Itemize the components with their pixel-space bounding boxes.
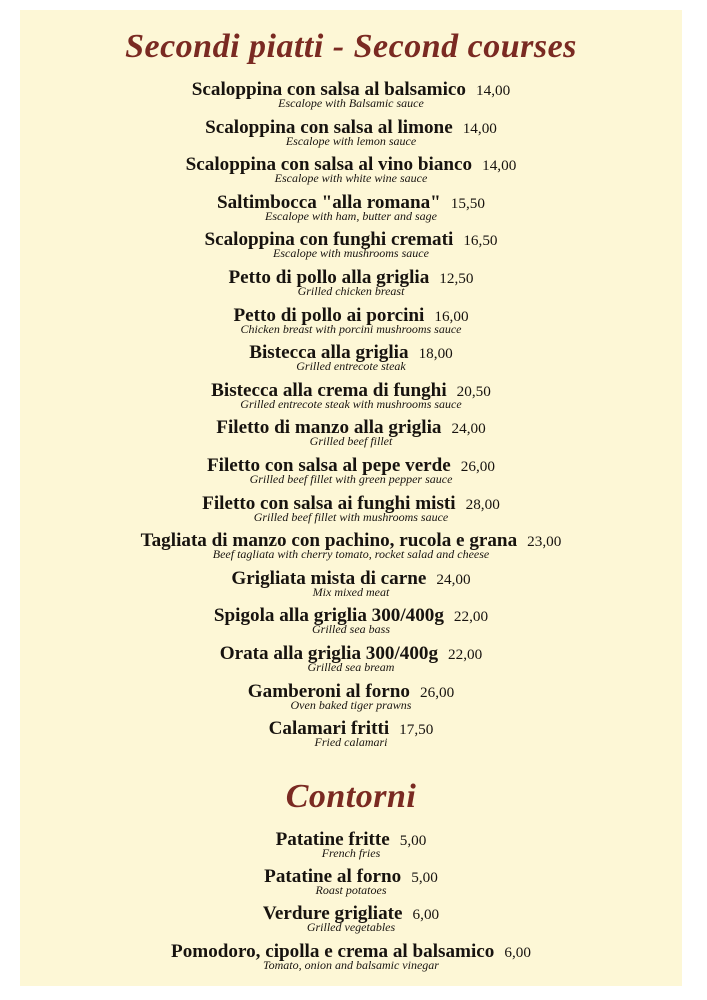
dish-name: Spigola alla griglia 300/400g: [213, 605, 444, 627]
dish-name: Filetto con salsa al pepe verde: [206, 454, 451, 476]
dish-name: Bistecca alla crema di funghi: [211, 379, 447, 401]
dish-item: [20, 416, 682, 454]
dish-item: [20, 717, 682, 755]
dish-description: Grilled beef fillet with mushrooms sauce: [253, 509, 449, 524]
dish-description: Grilled sea bass: [312, 622, 390, 637]
dish-description: Grilled entrecote steak with mushrooms sauce: [240, 396, 462, 411]
dish-item: [20, 153, 682, 191]
section-title-secondi: Secondi piatti - Second courses: [125, 28, 577, 65]
dish-item: [20, 379, 682, 417]
dish-item: [20, 78, 682, 116]
dish-description: Grilled beef fillet with green pepper sauce: [249, 471, 453, 486]
dish-name: Scaloppina con salsa al vino bianco: [185, 154, 473, 176]
dish-price: 23,00: [527, 533, 562, 551]
dish-name: Petto di pollo ai porcini: [233, 304, 425, 326]
dish-description: Roast potatoes: [315, 883, 387, 898]
dish-price: 5,00: [399, 832, 427, 849]
dish-name: Orata alla griglia 300/400g: [219, 642, 439, 664]
dish-item: [20, 865, 682, 902]
dish-description: Grilled chicken breast: [297, 283, 405, 298]
dish-description: Grilled sea bream: [307, 659, 395, 674]
dish-description: Grilled vegetables: [306, 920, 396, 935]
dish-item: [20, 902, 682, 939]
dish-item: [20, 642, 682, 680]
dish-price: 24,00: [436, 570, 471, 588]
dish-price: 15,50: [450, 194, 486, 212]
dish-item: [20, 116, 682, 154]
dish-price: 22,00: [453, 608, 489, 626]
dish-list-contorni: [20, 828, 682, 977]
dish-name: Tagliata di manzo con pachino, rucola e grana: [140, 530, 518, 552]
dish-name: Bistecca alla griglia: [249, 342, 409, 364]
dish-description: Beef tagliata with cherry tomato, rocket salad and cheese: [212, 547, 490, 562]
dish-price: 16,50: [463, 232, 498, 250]
dish-description: Tomato, onion and balsamic vinegar: [263, 957, 439, 972]
dish-price: 18,00: [418, 345, 453, 363]
dish-item: [20, 680, 682, 718]
dish-item: [20, 266, 682, 304]
dish-description: Mix mixed meat: [312, 584, 390, 599]
dish-item: [20, 304, 682, 342]
dish-description: French fries: [321, 846, 381, 860]
dish-price: 28,00: [465, 495, 500, 513]
dish-price: 20,50: [456, 382, 491, 400]
dish-name: Petto di pollo alla griglia: [228, 266, 430, 288]
dish-name: Saltimbocca "alla romana": [216, 191, 441, 213]
dish-name: Scaloppina con salsa al limone: [205, 116, 453, 138]
dish-price: 14,00: [475, 82, 511, 99]
section-title-contorni: Contorni: [285, 778, 417, 815]
dish-name: Filetto con salsa ai funghi misti: [202, 492, 456, 514]
dish-name: Grigliata mista di carne: [231, 567, 427, 589]
menu-page: [20, 10, 682, 986]
dish-name: Verdure grigliate: [262, 903, 403, 925]
dish-name: Filetto di manzo alla griglia: [216, 417, 442, 439]
dish-description: Grilled entrecote steak: [296, 359, 406, 374]
dish-price: 24,00: [451, 420, 486, 438]
dish-description: Escalope with Balsamic sauce: [278, 96, 424, 110]
dish-name: Gamberoni al forno: [247, 680, 410, 702]
dish-price: 26,00: [460, 457, 496, 475]
dish-description: Escalope with lemon sauce: [285, 133, 417, 148]
dish-list-secondi: [20, 78, 682, 755]
dish-item: [20, 828, 682, 865]
dish-name: Scaloppina con salsa al balsamico: [191, 79, 466, 100]
dish-price: 5,00: [411, 869, 438, 887]
dish-price: 14,00: [482, 157, 517, 175]
dish-item: [20, 341, 682, 379]
dish-item: [20, 940, 682, 977]
dish-item: [20, 228, 682, 266]
dish-price: 26,00: [420, 683, 455, 701]
dish-description: Escalope with mushrooms sauce: [273, 246, 429, 261]
dish-item: [20, 604, 682, 642]
dish-description: Oven baked tiger prawns: [290, 697, 412, 712]
dish-name: Scaloppina con funghi cremati: [204, 229, 454, 251]
dish-price: 16,00: [434, 307, 469, 325]
dish-description: Escalope with ham, butter and sage: [265, 208, 437, 223]
dish-price: 6,00: [504, 943, 531, 961]
dish-name: Calamari fritti: [268, 718, 390, 740]
dish-description: Escalope with white wine sauce: [274, 171, 428, 186]
dish-name: Patatine al forno: [264, 866, 402, 888]
dish-price: 12,50: [439, 269, 474, 287]
dish-item: [20, 492, 682, 530]
dish-price: 17,50: [399, 721, 434, 739]
dish-name: Patatine fritte: [275, 829, 390, 850]
dish-item: [20, 567, 682, 605]
dish-price: 14,00: [462, 119, 497, 137]
dish-price: 22,00: [448, 645, 483, 663]
dish-item: [20, 529, 682, 567]
dish-price: 6,00: [412, 906, 440, 924]
dish-description: Fried calamari: [314, 735, 388, 750]
dish-name: Pomodoro, cipolla e crema al balsamico: [171, 940, 495, 962]
dish-item: [20, 191, 682, 229]
dish-description: Grilled beef fillet: [309, 434, 393, 449]
dish-item: [20, 454, 682, 492]
dish-description: Chicken breast with porcini mushrooms sauce: [240, 321, 462, 336]
